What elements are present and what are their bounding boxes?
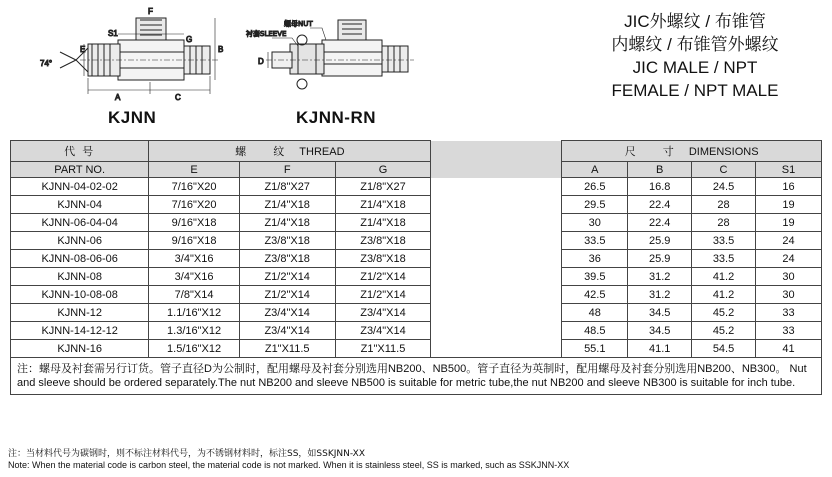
table-gap [431, 196, 562, 214]
header-col-s1: S1 [755, 162, 821, 178]
cell-f: Z1/2"X14 [239, 268, 335, 286]
table-gap [431, 268, 562, 286]
cell-a: 39.5 [562, 268, 628, 286]
cell-c: 24.5 [692, 178, 756, 196]
dim-label-g: G [186, 35, 193, 44]
header-thread-cn: 螺 纹 [235, 146, 297, 158]
cell-g: Z1/8"X27 [335, 178, 431, 196]
cell-part-no: KJNN-12 [11, 304, 149, 322]
cell-part-no: KJNN-04 [11, 196, 149, 214]
cell-g: Z1/2"X14 [335, 286, 431, 304]
cell-s1: 24 [755, 250, 821, 268]
cell-s1: 30 [755, 268, 821, 286]
table-row [11, 250, 822, 268]
table-gap [431, 162, 562, 178]
header-dim-cn: 尺 寸 [624, 146, 686, 158]
header-col-e: E [149, 162, 239, 178]
cell-part-no: KJNN-06 [11, 232, 149, 250]
cell-c: 54.5 [692, 340, 756, 358]
model-name-kjnn-rn: KJNN-RN [296, 108, 376, 127]
footer-note-cn: 注：当材料代号为碳钢时，则不标注材料代号，为不锈钢材料时，标注SS，如SSKJNN-XX [8, 449, 366, 459]
cell-c: 41.2 [692, 268, 756, 286]
header-part-no-en: PART NO. [11, 162, 149, 178]
cell-a: 33.5 [562, 232, 628, 250]
dim-label-e: E [80, 45, 86, 54]
cell-f: Z1/4"X18 [239, 214, 335, 232]
dim-label-d: D [258, 57, 264, 66]
cell-e: 9/16"X18 [149, 214, 239, 232]
cell-s1: 33 [755, 304, 821, 322]
cell-e: 7/8"X14 [149, 286, 239, 304]
cell-e: 1.5/16"X12 [149, 340, 239, 358]
cell-s1: 19 [755, 196, 821, 214]
cell-b: 25.9 [628, 232, 692, 250]
cell-a: 26.5 [562, 178, 628, 196]
cell-s1: 30 [755, 286, 821, 304]
header-col-g: G [335, 162, 431, 178]
table-gap [431, 250, 562, 268]
table-gap [431, 214, 562, 232]
kjnn-rn-drawing [266, 20, 414, 89]
title-line-4: FEMALE / NPT MALE [611, 81, 779, 100]
table-row [11, 196, 822, 214]
table-row [11, 340, 822, 358]
header-thread-en: THREAD [299, 146, 345, 158]
cell-e: 9/16"X18 [149, 232, 239, 250]
model-name-kjnn: KJNN [108, 108, 157, 127]
table-row [11, 178, 822, 196]
header-col-f: F [239, 162, 335, 178]
header-col-c: C [692, 162, 756, 178]
cell-c: 45.2 [692, 304, 756, 322]
dim-label-c: C [175, 93, 181, 102]
cell-a: 29.5 [562, 196, 628, 214]
table-note: 注：螺母及衬套需另行订货。管子直径D为公制时，配用螺母及衬套分别选用NB200、NB500。管子直径为英制时，配用螺母及衬套分别选用NB200、NB300。 Nut and sleeve should be ordered separately.The nut NB200 and sleeve NB500 is suitable for metric tube,the nut NB200 and sleeve NB300 is suitable for inch tube. [11, 358, 822, 395]
cell-part-no: KJNN-08-06-06 [11, 250, 149, 268]
cell-b: 22.4 [628, 196, 692, 214]
table-row [11, 304, 822, 322]
cell-f: Z3/8"X18 [239, 232, 335, 250]
cell-e: 1.1/16"X12 [149, 304, 239, 322]
header-part-no-cn: 代 号 [11, 141, 149, 162]
header-col-b: B [628, 162, 692, 178]
cell-b: 25.9 [628, 250, 692, 268]
cell-a: 42.5 [562, 286, 628, 304]
cell-f: Z3/8"X18 [239, 250, 335, 268]
table-gap [431, 340, 562, 358]
header-dimensions [562, 141, 822, 162]
cell-c: 28 [692, 196, 756, 214]
cell-part-no: KJNN-04-02-02 [11, 178, 149, 196]
cell-g: Z3/4"X14 [335, 322, 431, 340]
title-line-1: JIC外螺纹 / 布锥管 [624, 12, 766, 31]
footer-note-en: Note: When the material code is carbon steel, the material code is not marked. When it is stainless steel, SS is marked, such as SSKJNN-XX [8, 460, 570, 470]
label-nut: 螺母NUT [284, 20, 313, 28]
table-header-row-2 [11, 162, 822, 178]
cell-f: Z1/8"X27 [239, 178, 335, 196]
table-note-row [11, 358, 822, 395]
cell-a: 48.5 [562, 322, 628, 340]
cell-part-no: KJNN-08 [11, 268, 149, 286]
spec-table [10, 140, 822, 395]
cell-c: 33.5 [692, 232, 756, 250]
kjnn-drawing [60, 18, 218, 94]
table-row [11, 232, 822, 250]
cell-e: 3/4"X16 [149, 268, 239, 286]
cell-g: Z1"X11.5 [335, 340, 431, 358]
table-gap [431, 304, 562, 322]
table-gap [431, 141, 562, 162]
product-title [560, 10, 830, 102]
cell-a: 36 [562, 250, 628, 268]
cell-b: 16.8 [628, 178, 692, 196]
cell-a: 55.1 [562, 340, 628, 358]
cell-b: 31.2 [628, 286, 692, 304]
cell-f: Z3/4"X14 [239, 304, 335, 322]
cell-c: 33.5 [692, 250, 756, 268]
table-gap [431, 286, 562, 304]
table-header-row-1 [11, 141, 822, 162]
cell-s1: 16 [755, 178, 821, 196]
cell-f: Z3/4"X14 [239, 322, 335, 340]
cell-e: 1.3/16"X12 [149, 322, 239, 340]
drawing-svg [0, 0, 560, 135]
cell-e: 7/16"X20 [149, 196, 239, 214]
cell-e: 3/4"X16 [149, 250, 239, 268]
cell-f: Z1/4"X18 [239, 196, 335, 214]
cell-s1: 41 [755, 340, 821, 358]
dim-label-b: B [218, 45, 224, 54]
cell-f: Z1/2"X14 [239, 286, 335, 304]
table-row [11, 322, 822, 340]
cell-s1: 33 [755, 322, 821, 340]
table-gap [431, 232, 562, 250]
cell-c: 41.2 [692, 286, 756, 304]
table-row [11, 286, 822, 304]
cell-c: 45.2 [692, 322, 756, 340]
cell-b: 41.1 [628, 340, 692, 358]
dim-label-a: A [115, 93, 121, 102]
label-sleeve: 衬套SLEEVE [246, 30, 287, 38]
table-row [11, 214, 822, 232]
cell-part-no: KJNN-14-12-12 [11, 322, 149, 340]
cell-part-no: KJNN-16 [11, 340, 149, 358]
table-gap [431, 322, 562, 340]
table-row [11, 268, 822, 286]
dim-label-f: F [148, 7, 153, 16]
cell-g: Z3/8"X18 [335, 232, 431, 250]
dim-label-s1: S1 [108, 29, 118, 38]
title-line-3: JIC MALE / NPT [632, 58, 758, 77]
cell-e: 7/16"X20 [149, 178, 239, 196]
dim-label-angle: 74° [40, 59, 53, 68]
cell-g: Z3/8"X18 [335, 250, 431, 268]
title-line-2: 内螺纹 / 布锥管外螺纹 [611, 35, 779, 54]
cell-part-no: KJNN-10-08-08 [11, 286, 149, 304]
cell-g: Z1/4"X18 [335, 214, 431, 232]
cell-g: Z3/4"X14 [335, 304, 431, 322]
table-gap [431, 178, 562, 196]
header-col-a: A [562, 162, 628, 178]
cell-s1: 19 [755, 214, 821, 232]
cell-b: 34.5 [628, 322, 692, 340]
cell-b: 31.2 [628, 268, 692, 286]
cell-part-no: KJNN-06-04-04 [11, 214, 149, 232]
cell-c: 28 [692, 214, 756, 232]
technical-drawings [0, 0, 560, 135]
cell-b: 22.4 [628, 214, 692, 232]
cell-b: 34.5 [628, 304, 692, 322]
cell-s1: 24 [755, 232, 821, 250]
header-dim-en: DIMENSIONS [688, 146, 759, 158]
cell-a: 30 [562, 214, 628, 232]
cell-a: 48 [562, 304, 628, 322]
cell-g: Z1/2"X14 [335, 268, 431, 286]
header-thread [149, 141, 431, 162]
cell-g: Z1/4"X18 [335, 196, 431, 214]
cell-f: Z1"X11.5 [239, 340, 335, 358]
